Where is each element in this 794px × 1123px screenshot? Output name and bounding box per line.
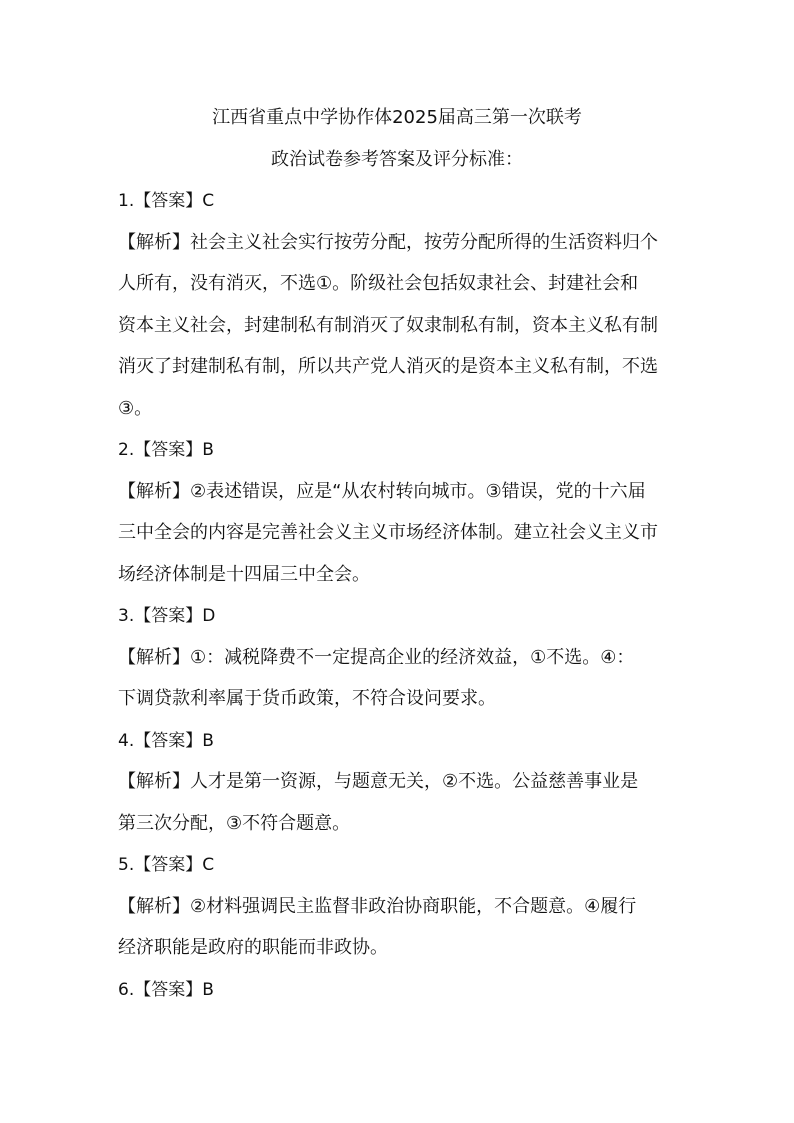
explanation-2-line-2: 三中全会的内容是完善社会义主义市场经济体制。建立社会义主义市 [118,522,658,543]
explanation-1-line-2: 人所有，没有消灭，不选①。阶级社会包括奴隶社会、封建社会和 [118,273,639,294]
explanation-1-line-5: ③。 [118,397,153,419]
document-title: 江西省重点中学协作体2025届高三第一次联考 [212,107,582,128]
explanation-4-line-2: 第三次分配，③不符合题意。 [118,812,351,834]
explanation-1-line-1: 【解析】社会主义社会实行按劳分配，按劳分配所得的生活资料归个 [118,231,658,253]
explanation-5-line-2: 经济职能是政府的职能而非政协。 [118,937,388,958]
answer-4-heading: 4.【答案】B [118,730,214,751]
explanation-2-line-1: 【解析】②表述错误，应是“从农村转向城市。③错误，党的十六届 [118,480,646,502]
document-subtitle: 政治试卷参考答案及评分标准： [271,149,523,170]
answer-1-heading: 1.【答案】C [118,191,215,211]
answer-2-heading: 2.【答案】B [118,440,214,460]
answer-content [118,188,678,1018]
explanation-3-line-2: 下调贷款利率属于货币政策，不符合设问要求。 [118,688,496,709]
explanation-5-line-1: 【解析】②材料强调民主监督非政治协商职能，不合题意。④履行 [118,895,637,917]
explanation-3-line-1: 【解析】①：减税降费不一定提高企业的经济效益，①不选。④： [118,646,635,668]
answer-6-heading: 6.【答案】B [118,979,214,1000]
answer-5-heading: 5.【答案】C [118,855,215,875]
answer-3-heading: 3.【答案】D [118,606,216,626]
explanation-1-line-3: 资本主义社会，封建制私有制消灭了奴隶制私有制，资本主义私有制 [118,314,658,336]
explanation-1-line-4: 消灭了封建制私有制，所以共产党人消灭的是资本主义私有制，不选 [118,356,658,377]
explanation-2-line-3: 场经济体制是十四届三中全会。 [118,563,370,585]
explanation-4-line-1: 【解析】人才是第一资源，与题意无关，②不选。公益慈善事业是 [118,771,639,792]
